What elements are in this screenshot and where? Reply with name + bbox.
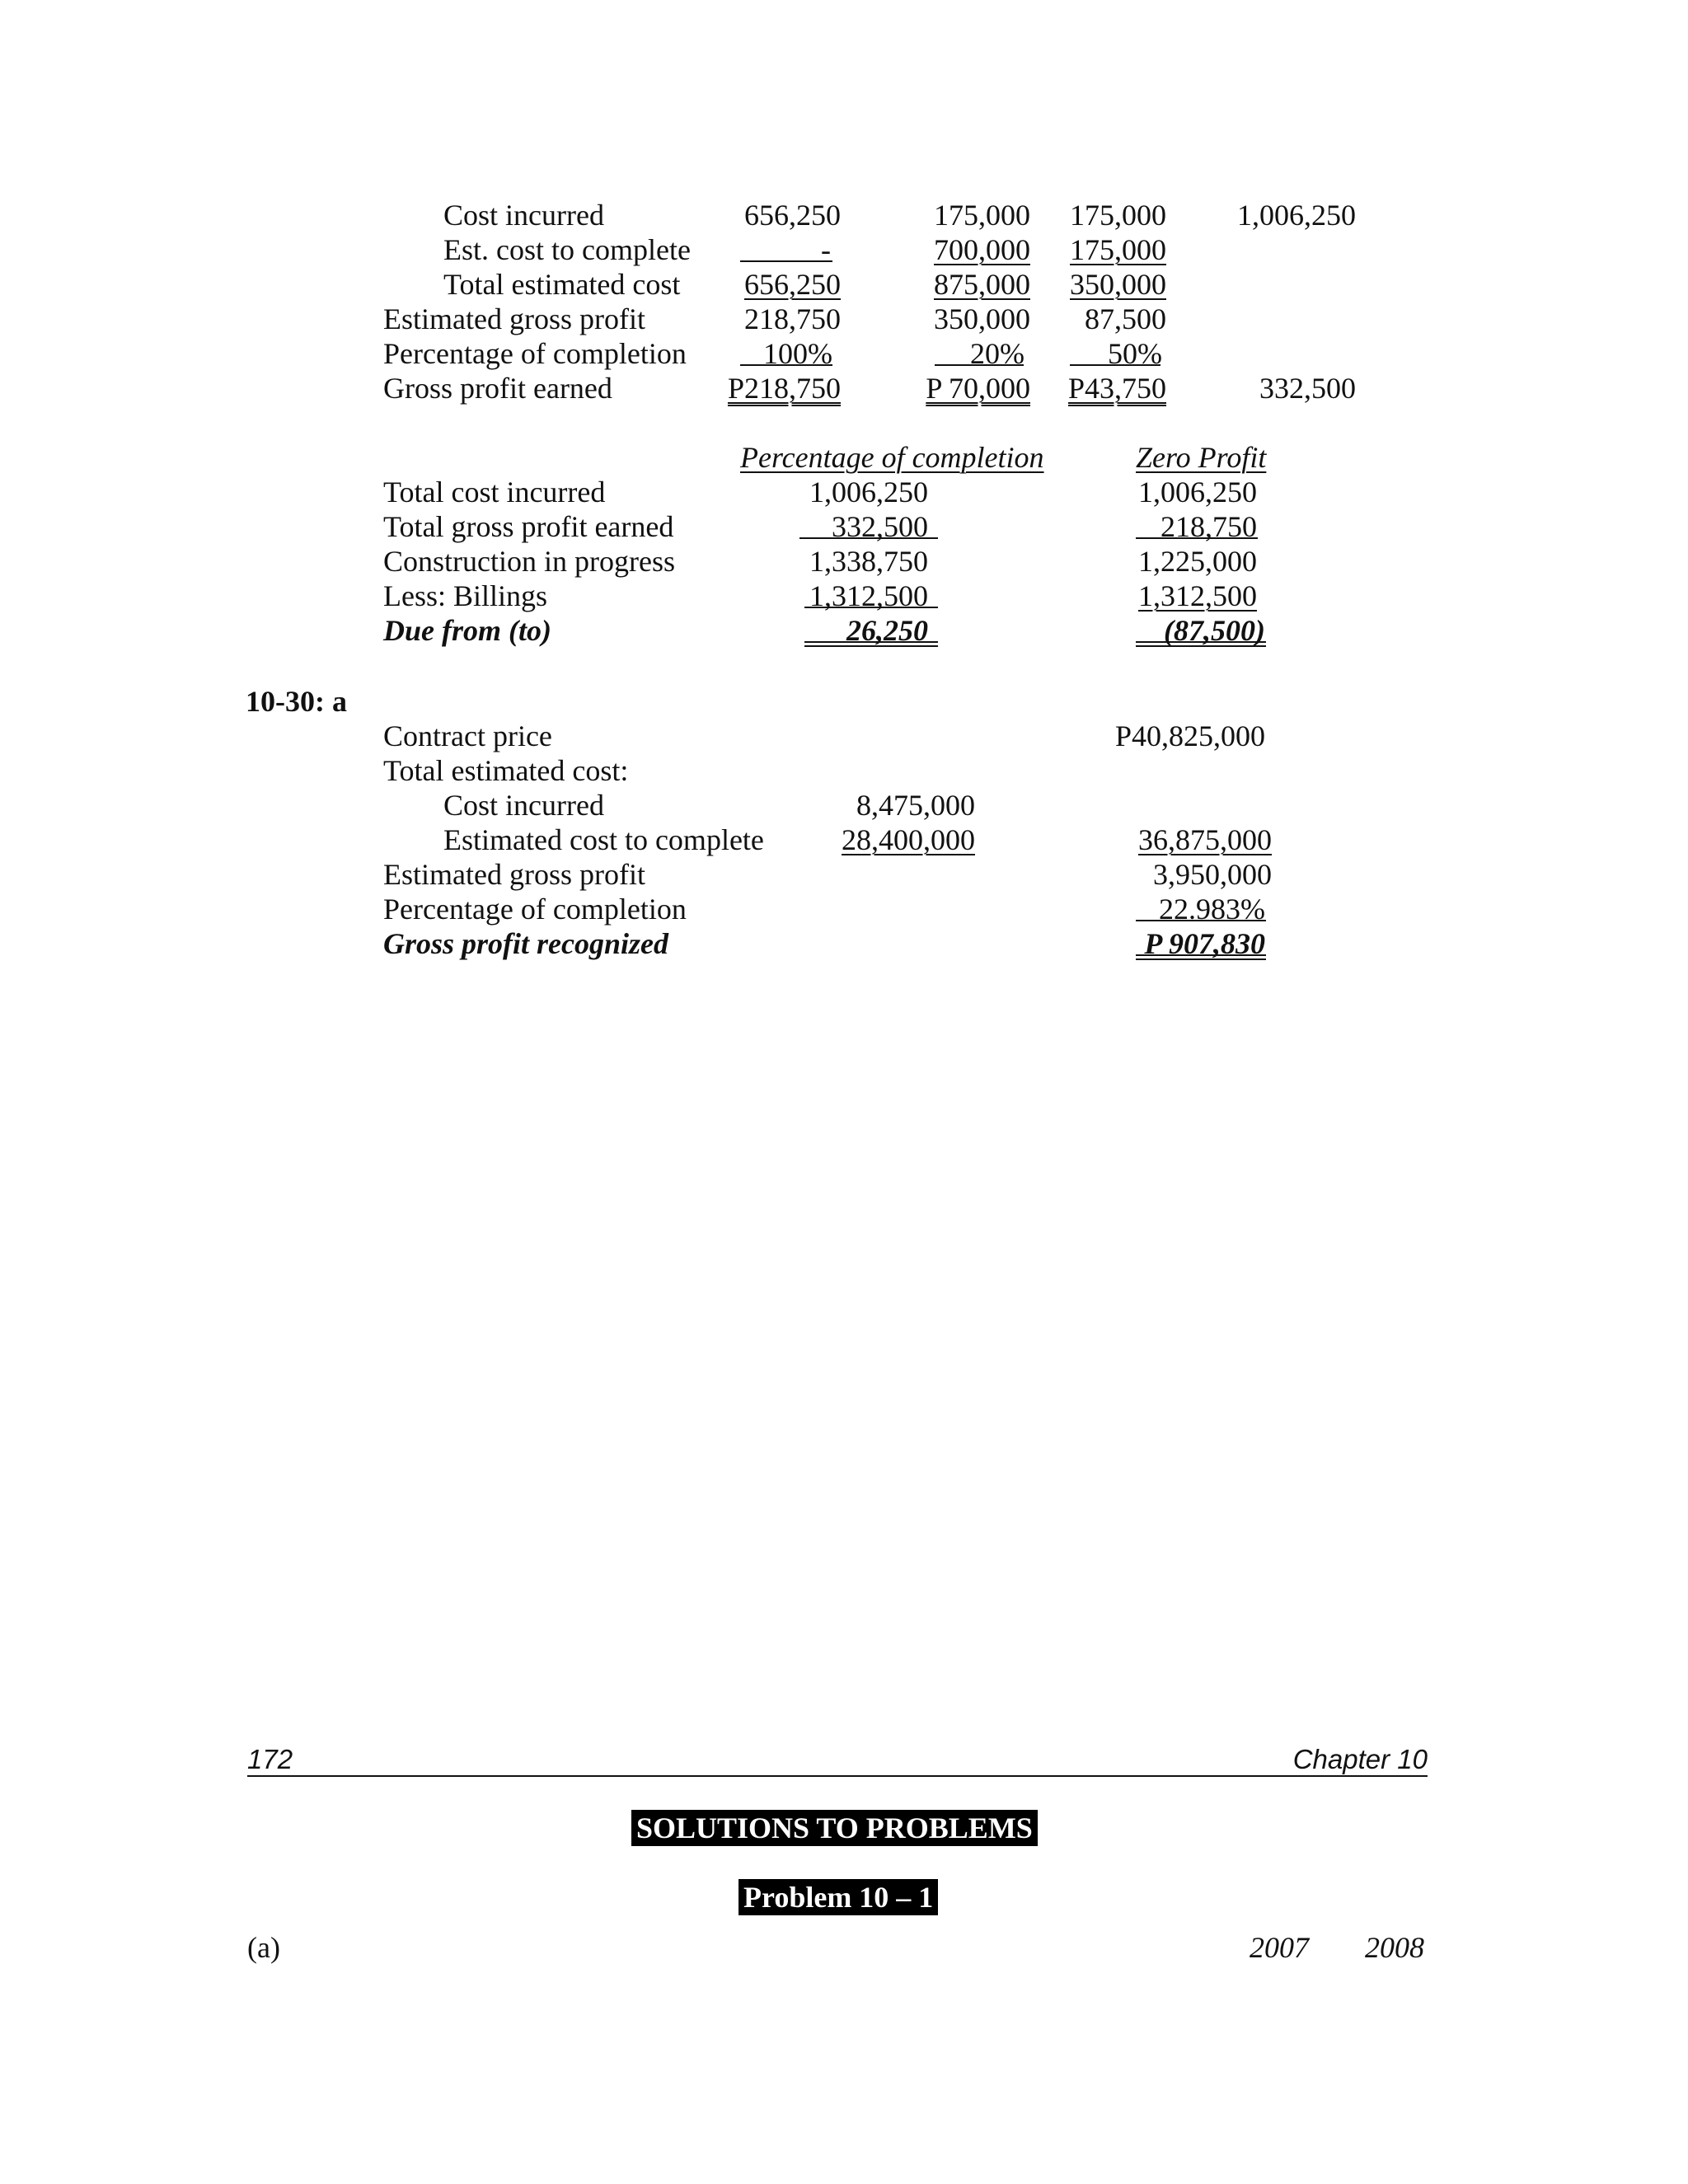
t1-c2: 700,000	[934, 233, 1030, 266]
t1-c2: P 70,000	[926, 372, 1030, 405]
t1-c3: 87,500	[1085, 302, 1166, 335]
year-2007: 2007	[1250, 1931, 1309, 1964]
t2-label: Construction in progress	[383, 545, 675, 578]
t3-label: Estimated gross profit	[383, 858, 645, 891]
t3-label-gp-recognized: Gross profit recognized	[383, 927, 669, 960]
t2-zero: 1,312,500	[1138, 579, 1257, 612]
t1-c3: 175,000	[1070, 233, 1166, 266]
t1-c3: 350,000	[1070, 268, 1166, 301]
t3-right: P40,825,000	[1114, 719, 1265, 752]
t1-c1: 656,250	[744, 199, 841, 232]
t1-c3: 175,000	[1070, 199, 1166, 232]
t3-label: Contract price	[383, 719, 552, 752]
t1-label-est-cost: Est. cost to complete	[443, 233, 691, 266]
t1-label-percentage: Percentage of completion	[383, 337, 687, 370]
t1-c2: 175,000	[934, 199, 1030, 232]
page-number: 172	[247, 1744, 293, 1774]
t1-c1: P218,750	[727, 372, 841, 405]
t2-label: Less: Billings	[383, 579, 548, 612]
t3-label: Total estimated cost:	[383, 754, 629, 787]
t1-label-cost-incurred: Cost incurred	[443, 199, 604, 232]
t3-right: 36,875,000	[1138, 823, 1272, 856]
t2-poc: 26,250	[846, 614, 928, 647]
t2-label-due: Due from (to)	[383, 614, 551, 647]
t2-poc: 1,006,250	[809, 476, 928, 509]
t1-c3: P43,750	[1067, 372, 1166, 405]
t1-c2: 350,000	[934, 302, 1030, 335]
problem-banner: Problem 10 – 1	[738, 1879, 938, 1915]
t2-zero: (87,500)	[1164, 614, 1265, 647]
footer-rule	[247, 1775, 1428, 1777]
t3-mid: 28,400,000	[842, 823, 975, 856]
t2-zero: 1,006,250	[1138, 476, 1257, 509]
t1-c1: 100%	[763, 337, 832, 370]
chapter-label: Chapter 10	[1292, 1744, 1428, 1774]
t3-right: 3,950,000	[1153, 858, 1272, 891]
t1-label-gp-earned: Gross profit earned	[383, 372, 612, 405]
t1-label-gross-profit: Estimated gross profit	[383, 302, 645, 335]
t2-poc: 1,338,750	[809, 545, 928, 578]
t2-zero: 1,225,000	[1138, 545, 1257, 578]
t1-c3: 50%	[1108, 337, 1162, 370]
t3-label: Cost incurred	[443, 789, 604, 822]
t2-label: Total gross profit earned	[383, 510, 674, 543]
t2-zero: 218,750	[1160, 510, 1257, 543]
t1-c1: 656,250	[744, 268, 841, 301]
t1-c4: 332,500	[1259, 372, 1356, 405]
t1-c2: 20%	[970, 337, 1025, 370]
t1-c1: 218,750	[744, 302, 841, 335]
solutions-banner: SOLUTIONS TO PROBLEMS	[631, 1810, 1038, 1846]
t2-header-zero: Zero Profit	[1136, 441, 1267, 474]
t3-right: P 907,830	[1144, 927, 1265, 960]
t1-c1: -	[821, 233, 831, 266]
t2-label: Total cost incurred	[383, 476, 606, 509]
t3-label: Estimated cost to complete	[443, 823, 764, 856]
t1-c2: 875,000	[934, 268, 1030, 301]
t1-label-total-est: Total estimated cost	[443, 268, 681, 301]
section-label: 10-30: a	[246, 685, 347, 718]
t2-header-poc: Percentage of completion	[740, 441, 1044, 474]
t1-c4: 1,006,250	[1237, 199, 1356, 232]
t3-mid: 8,475,000	[856, 789, 975, 822]
t3-right: 22.983%	[1159, 893, 1265, 926]
year-2008: 2008	[1365, 1931, 1424, 1964]
part-label: (a)	[247, 1931, 280, 1964]
t2-poc: 332,500	[832, 510, 928, 543]
t2-poc: 1,312,500	[809, 579, 928, 612]
t3-label: Percentage of completion	[383, 893, 687, 926]
